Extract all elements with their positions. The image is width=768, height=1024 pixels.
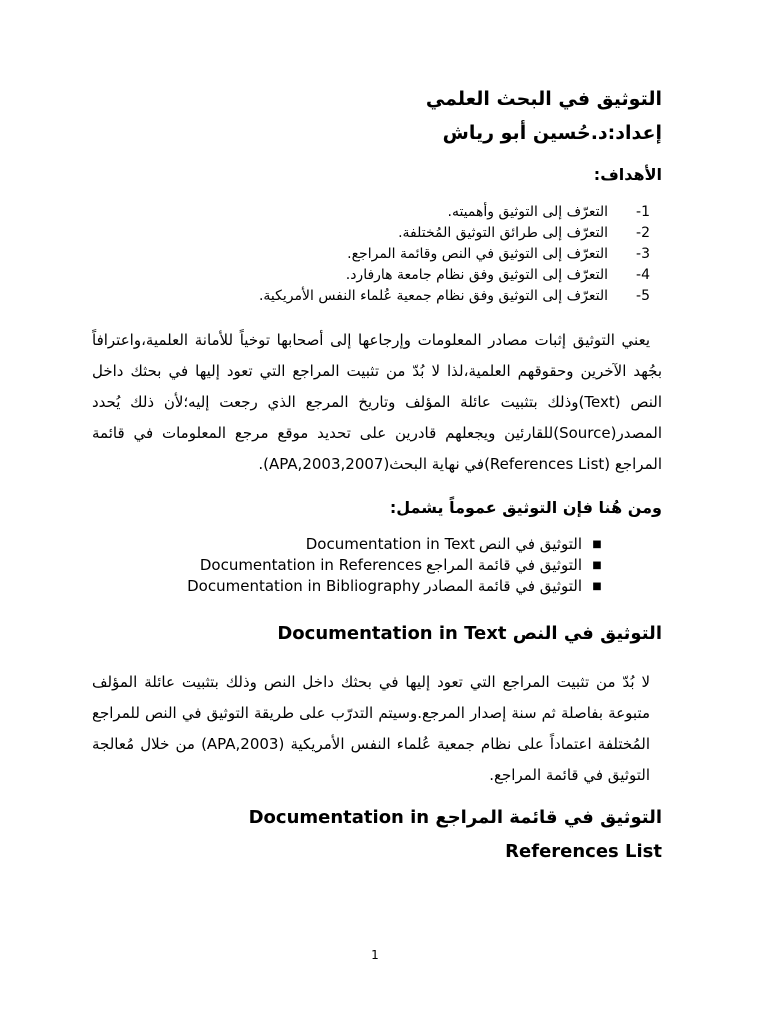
section-heading-text [92, 617, 662, 651]
goal-number: -5 [636, 288, 650, 304]
goal-text: التعرّف إلى التوثيق في النص وقائمة المراجع. [347, 246, 608, 262]
includes-heading: ومن هُنا فإن التوثيق عموماً يشمل: [389, 498, 662, 517]
goal-item [92, 223, 650, 244]
doc-type-item [92, 555, 612, 576]
section-text-paragraph: لا بُدّ من تثبيت المراجع التي تعود إليها في بحثك داخل النص وذلك بتثبيت عائلة المؤلف متبوعة بفاصلة ثم سنة إصدار المرجع.وسيتم التدرّب على طريقة التوثيق في النص للمراجع المُختلفة اعتماداً على نظام جمعية عُلماء النفس الأمريكية (APA,2003) من خلال مُعالجة التوثيق في قائمة المراجع. [92, 673, 650, 784]
doc-type-arabic: التوثيق في النص [478, 535, 582, 553]
doc-type-english: Documentation in Text [305, 535, 475, 553]
goal-number: -3 [636, 246, 650, 262]
goal-text: التعرّف إلى التوثيق وفق نظام جامعة هارفارد. [345, 267, 608, 283]
goal-text: التعرّف إلى التوثيق وفق نظام جمعية عُلماء النفس الأمريكية. [258, 288, 608, 304]
square-bullet-icon: ■ [592, 560, 602, 571]
section-heading-references: التوثيق في قائمة المراجع Documentation in [248, 807, 662, 828]
goal-item [92, 244, 650, 265]
doc-type-item [92, 534, 612, 555]
goal-item [92, 265, 650, 286]
section-heading-references-line2: References List [505, 841, 662, 862]
goal-text: التعرّف إلى طرائق التوثيق المُختلفة. [398, 225, 608, 241]
page-number: 1 [371, 948, 379, 962]
section-heading-english: Documentation in Text [277, 623, 507, 644]
document-page [92, 82, 662, 869]
goal-number: -4 [636, 267, 650, 283]
goal-number: -1 [636, 204, 650, 220]
doc-type-arabic: التوثيق في قائمة المصادر [424, 577, 582, 595]
goal-number: -2 [636, 225, 650, 241]
doc-types-list [92, 534, 662, 597]
goals-list [92, 202, 662, 307]
doc-type-english: Documentation in References [199, 556, 423, 574]
square-bullet-icon: ■ [592, 581, 602, 592]
doc-type-english: Documentation in Bibliography [187, 577, 421, 595]
doc-type-item [92, 576, 612, 597]
doc-type-arabic: التوثيق في قائمة المراجع [426, 556, 582, 574]
intro-paragraph: يعني التوثيق إثبات مصادر المعلومات وإرجاعها إلى أصحابها توخياً للأمانة العلمية،واعترافاً بجُهد الآخرين وحقوقهم العلمية،لذا لا بُدّ من تثبيت المراجع التي تعود إليها في بحثك داخل النص (Text)وذلك بتثبيت عائلة المؤلف وتاريخ المرجع الذي رجعت إليه؛لأن ذلك يُحدد المصدر(Source)للقارئين ويجعلهم قادرين على تحديد موقع مرجع المعلومات في قائمة المراجع (References List)في نهاية البحث(APA,2003,2007). [92, 331, 663, 473]
author-line: إعداد:د.حُسين أبو رياش [442, 122, 662, 144]
section-heading-arabic: التوثيق في النص [512, 623, 662, 644]
square-bullet-icon: ■ [592, 539, 602, 550]
goal-text: التعرّف إلى التوثيق وأهميته. [447, 204, 608, 220]
goals-heading: الأهداف: [593, 165, 662, 184]
document-title: التوثيق في البحث العلمي [425, 88, 662, 110]
goal-item [92, 286, 650, 307]
goal-item [92, 202, 650, 223]
